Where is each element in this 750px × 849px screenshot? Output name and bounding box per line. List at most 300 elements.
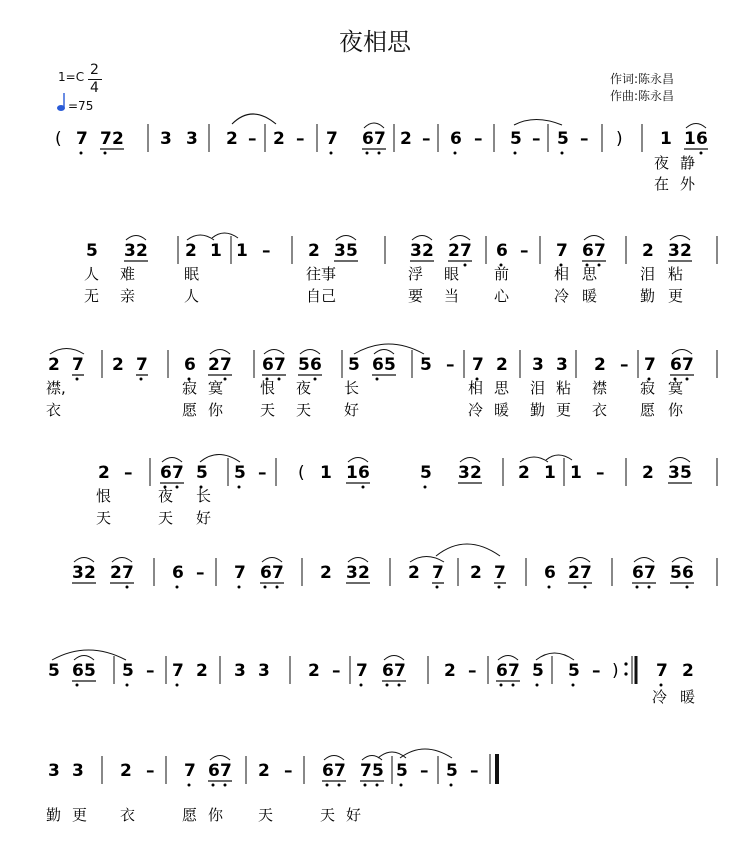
note: 3: [234, 661, 246, 681]
lyric: 前: [494, 265, 510, 283]
note: 1: [544, 463, 556, 483]
tie: [52, 650, 126, 660]
slur: [672, 558, 692, 563]
dot: [212, 784, 215, 787]
dot: [126, 586, 129, 589]
note: 7: [172, 463, 184, 483]
note: 7: [72, 355, 84, 375]
lyric: 衣: [120, 806, 136, 824]
lyric: 你: [668, 401, 684, 419]
slur: [74, 558, 94, 563]
slur: [450, 236, 470, 241]
note: 6: [382, 661, 394, 681]
note: 7: [220, 355, 232, 375]
note: 2: [408, 563, 420, 583]
slur: [262, 558, 282, 563]
note: 6: [582, 241, 594, 261]
slur: [570, 558, 590, 563]
dot: [224, 378, 227, 381]
lyric: 愿: [640, 401, 656, 419]
tie: [232, 114, 276, 124]
dot: [360, 684, 363, 687]
lyric: 冷: [652, 688, 668, 706]
note: 5: [384, 355, 396, 375]
lyric: 心: [494, 287, 510, 305]
dot: [224, 784, 227, 787]
note: 5: [122, 661, 134, 681]
lyric: 眠: [184, 265, 200, 283]
note: 2: [112, 129, 124, 149]
note: 3: [124, 241, 136, 261]
note: 2: [136, 241, 148, 261]
dot: [386, 684, 389, 687]
note: 2: [518, 463, 530, 483]
dot: [238, 486, 241, 489]
composer-credit: 作曲:陈永昌: [610, 89, 675, 103]
note-paren: ): [616, 129, 623, 149]
note: 6: [372, 355, 384, 375]
note: 5: [532, 661, 544, 681]
lyric: 思: [582, 265, 598, 283]
note: 1: [570, 463, 582, 483]
note: 6: [172, 563, 184, 583]
slur: [584, 236, 604, 241]
dash: –: [296, 129, 305, 149]
lyric: 无: [84, 287, 100, 305]
dot: [338, 784, 341, 787]
lyric: 冷: [554, 287, 570, 305]
note: 2: [320, 563, 332, 583]
note: 2: [448, 241, 460, 261]
lyric: 天: [320, 806, 336, 824]
note: 3: [48, 761, 60, 781]
slur: [336, 236, 356, 241]
note: 5: [446, 761, 458, 781]
note: 5: [84, 661, 96, 681]
note: 7: [494, 563, 506, 583]
dot: [636, 586, 639, 589]
note: 7: [644, 355, 656, 375]
dot: [700, 152, 703, 155]
note: 6: [208, 761, 220, 781]
tie: [400, 749, 452, 758]
note: 3: [532, 355, 544, 375]
note: 2: [84, 563, 96, 583]
lyric: 寞: [208, 379, 224, 397]
note: 2: [112, 355, 124, 375]
score-line-7: [46, 749, 497, 824]
note: 7: [556, 241, 568, 261]
lyric: 好: [196, 509, 212, 527]
note: 6: [696, 129, 708, 149]
slur: [74, 656, 94, 661]
dash: –: [532, 129, 541, 149]
lyric: 更: [668, 287, 684, 305]
slur: [374, 350, 394, 355]
lyric: 往事: [306, 265, 337, 283]
dot: [500, 684, 503, 687]
slur: [670, 458, 690, 463]
dash: –: [146, 661, 155, 681]
lyric: 好: [344, 401, 360, 419]
dot: [548, 586, 551, 589]
note: 7: [326, 129, 338, 149]
note: 2: [680, 241, 692, 261]
slur: [348, 458, 368, 463]
note: 3: [410, 241, 422, 261]
time-signature-bottom: 4: [90, 80, 99, 96]
lyric: 长: [196, 487, 212, 505]
lyric: 冷: [468, 401, 484, 419]
note: 7: [594, 241, 606, 261]
note: 3: [668, 241, 680, 261]
dot: [400, 784, 403, 787]
slur: [112, 558, 132, 563]
note: 3: [334, 241, 346, 261]
slur: [498, 656, 518, 661]
note: 5: [372, 761, 384, 781]
slur: [324, 756, 344, 761]
tie: [436, 544, 500, 556]
dash: –: [420, 761, 429, 781]
dot: [514, 152, 517, 155]
note: 2: [273, 129, 285, 149]
note: 2: [120, 761, 132, 781]
slur: [634, 558, 654, 563]
lyric: 衣: [592, 401, 608, 419]
dot: [80, 152, 83, 155]
lyric: 外: [680, 175, 696, 193]
note-paren: (: [298, 463, 305, 483]
lyric: 静: [680, 154, 696, 172]
dot: [398, 684, 401, 687]
note: 3: [186, 129, 198, 149]
note: 1: [346, 463, 358, 483]
note: 2: [400, 129, 412, 149]
dash: –: [196, 563, 205, 583]
slur: [264, 350, 284, 355]
slur: [210, 350, 230, 355]
note: 5: [568, 661, 580, 681]
note: 6: [358, 463, 370, 483]
lyric: 夜: [158, 487, 174, 505]
score-line-5: [72, 544, 717, 589]
note: 5: [557, 129, 569, 149]
slur: [384, 656, 404, 661]
note: 1: [684, 129, 696, 149]
lyric: 长: [344, 379, 360, 397]
note: 6: [544, 563, 556, 583]
lyric: 勤: [46, 806, 62, 824]
note: 2: [98, 463, 110, 483]
note: 7: [460, 241, 472, 261]
note: 7: [172, 661, 184, 681]
dash: –: [262, 241, 271, 261]
note: 6: [72, 661, 84, 681]
slur: [300, 350, 320, 355]
lyric: 人: [184, 287, 200, 305]
dash: –: [470, 761, 479, 781]
slur: [50, 349, 84, 355]
dot: [364, 784, 367, 787]
note: 1: [236, 241, 248, 261]
dot: [376, 378, 379, 381]
note: 7: [234, 563, 246, 583]
note: 3: [72, 761, 84, 781]
slur: [460, 458, 480, 463]
note: 2: [48, 355, 60, 375]
lyric: 人: [84, 265, 100, 283]
note: 6: [632, 563, 644, 583]
lyric: 要: [408, 287, 424, 305]
lyric: 天: [260, 401, 276, 419]
dash: –: [146, 761, 155, 781]
dot: [424, 486, 427, 489]
note: 3: [458, 463, 470, 483]
dot: [376, 784, 379, 787]
dash: –: [520, 241, 529, 261]
dash: –: [284, 761, 293, 781]
score-line-6: [48, 650, 695, 706]
note: 2: [308, 241, 320, 261]
dot: [276, 586, 279, 589]
note: 1: [660, 129, 672, 149]
note: 7: [272, 563, 284, 583]
lyric: 相: [554, 265, 570, 283]
note: 7: [656, 661, 668, 681]
note: 6: [682, 563, 694, 583]
lyric: 寂: [640, 379, 656, 397]
dot: [104, 152, 107, 155]
dot: [454, 152, 457, 155]
score-line-1: [55, 114, 708, 193]
note: 5: [396, 761, 408, 781]
note: 7: [100, 129, 112, 149]
tie: [546, 455, 572, 460]
dot: [76, 684, 79, 687]
note: 6: [160, 463, 172, 483]
note: 5: [86, 241, 98, 261]
lyric: 更: [72, 806, 88, 824]
lyric: 天: [258, 806, 274, 824]
slur: [672, 350, 692, 355]
note: 2: [642, 241, 654, 261]
note: 3: [556, 355, 568, 375]
note: 7: [360, 761, 372, 781]
lyric: 在: [654, 175, 670, 193]
slur: [364, 123, 384, 128]
note: 6: [450, 129, 462, 149]
note: 5: [420, 355, 432, 375]
score-line-3: [46, 344, 717, 419]
dash: –: [596, 463, 605, 483]
lyric: 你: [208, 401, 224, 419]
note: 3: [668, 463, 680, 483]
note: 5: [348, 355, 360, 375]
note: 2: [470, 463, 482, 483]
score-line-4: [96, 455, 717, 528]
note: 5: [346, 241, 358, 261]
dot: [176, 486, 179, 489]
note: 7: [580, 563, 592, 583]
note: 5: [48, 661, 60, 681]
note: 5: [680, 463, 692, 483]
dot: [512, 684, 515, 687]
lyric: 夜: [654, 154, 670, 172]
note: 3: [160, 129, 172, 149]
lyric: 粘: [668, 265, 684, 283]
note: 3: [72, 563, 84, 583]
dot: [176, 586, 179, 589]
dot: [598, 264, 601, 267]
note: 7: [356, 661, 368, 681]
note: 2: [226, 129, 238, 149]
lyric: 自己: [306, 287, 337, 305]
note: 6: [260, 563, 272, 583]
lyric: 寞: [668, 379, 684, 397]
note: 2: [208, 355, 220, 375]
note: 3: [346, 563, 358, 583]
note: 6: [496, 661, 508, 681]
repeat-dot: [624, 662, 627, 665]
lyric: 襟,: [46, 379, 66, 397]
note: 7: [122, 563, 134, 583]
note: 7: [136, 355, 148, 375]
dot: [326, 784, 329, 787]
lyric: 亲: [120, 287, 136, 305]
slur: [348, 558, 368, 563]
note: 6: [310, 355, 322, 375]
dot: [561, 152, 564, 155]
lyric: 你: [208, 806, 224, 824]
note: 2: [185, 241, 197, 261]
note: 1: [210, 241, 222, 261]
lyric: 眼: [444, 265, 460, 283]
lyric: 相: [468, 379, 484, 397]
note: 6: [262, 355, 274, 375]
note: 1: [320, 463, 332, 483]
dot: [126, 684, 129, 687]
dot: [314, 378, 317, 381]
dot: [648, 586, 651, 589]
note: 2: [568, 563, 580, 583]
lyric: 天: [96, 509, 112, 527]
dot: [572, 684, 575, 687]
note: 7: [274, 355, 286, 375]
dot: [362, 486, 365, 489]
dot: [498, 586, 501, 589]
lyric: 衣: [46, 401, 62, 419]
lyric: 泪: [640, 265, 656, 283]
dot: [464, 264, 467, 267]
dash: –: [468, 661, 477, 681]
dash: –: [332, 661, 341, 681]
lyric: 寂: [182, 379, 198, 397]
lyric: 思: [494, 379, 510, 397]
slur: [686, 124, 706, 129]
dot: [238, 586, 241, 589]
dot: [76, 378, 79, 381]
tie: [200, 455, 240, 463]
lyric: 更: [556, 401, 572, 419]
lyric: 当: [444, 287, 460, 305]
slur: [670, 236, 690, 241]
note: 6: [322, 761, 334, 781]
dash: –: [258, 463, 267, 483]
slur: [410, 557, 444, 563]
dot: [264, 586, 267, 589]
dash: –: [248, 129, 257, 149]
lyric: 天: [158, 509, 174, 527]
note: 5: [298, 355, 310, 375]
dash: –: [580, 129, 589, 149]
note: 7: [644, 563, 656, 583]
note: 6: [496, 241, 508, 261]
note: 2: [642, 463, 654, 483]
note: 2: [682, 661, 694, 681]
slur: [210, 756, 230, 761]
dot: [660, 684, 663, 687]
dot: [536, 684, 539, 687]
note: 5: [670, 563, 682, 583]
lyric: 恨: [260, 379, 276, 397]
note: 3: [258, 661, 270, 681]
note: 7: [76, 129, 88, 149]
tie: [536, 653, 574, 660]
score-line-2: [84, 233, 717, 305]
slur: [520, 457, 548, 462]
slur: [126, 236, 146, 241]
lyric: 浮: [408, 265, 424, 283]
dot: [584, 586, 587, 589]
dot: [330, 152, 333, 155]
lyricist-credit: 作词:陈永昌: [610, 72, 675, 86]
tie: [514, 120, 562, 126]
note: 6: [670, 355, 682, 375]
note: 7: [374, 129, 386, 149]
lyric: 勤: [640, 287, 656, 305]
note: 2: [470, 563, 482, 583]
lyric: 暖: [582, 287, 598, 305]
dash: –: [474, 129, 483, 149]
dash: –: [446, 355, 455, 375]
dot: [188, 784, 191, 787]
dot: [140, 378, 143, 381]
note: 6: [362, 129, 374, 149]
dot: [686, 586, 689, 589]
note: 2: [258, 761, 270, 781]
note-paren: ): [612, 661, 619, 681]
tie: [354, 344, 424, 354]
key-signature: 1=C: [58, 70, 85, 84]
lyric: 勤: [530, 401, 546, 419]
note: 2: [308, 661, 320, 681]
dash: –: [422, 129, 431, 149]
dot: [378, 152, 381, 155]
tie: [212, 233, 238, 238]
note: 7: [394, 661, 406, 681]
note: 2: [422, 241, 434, 261]
tempo-mark: =75: [68, 99, 94, 113]
note: 7: [432, 563, 444, 583]
note: 7: [682, 355, 694, 375]
note: 7: [472, 355, 484, 375]
lyric: 暖: [494, 401, 510, 419]
lyric: 天: [296, 401, 312, 419]
note: 2: [444, 661, 456, 681]
note: 5: [196, 463, 208, 483]
dot: [278, 378, 281, 381]
